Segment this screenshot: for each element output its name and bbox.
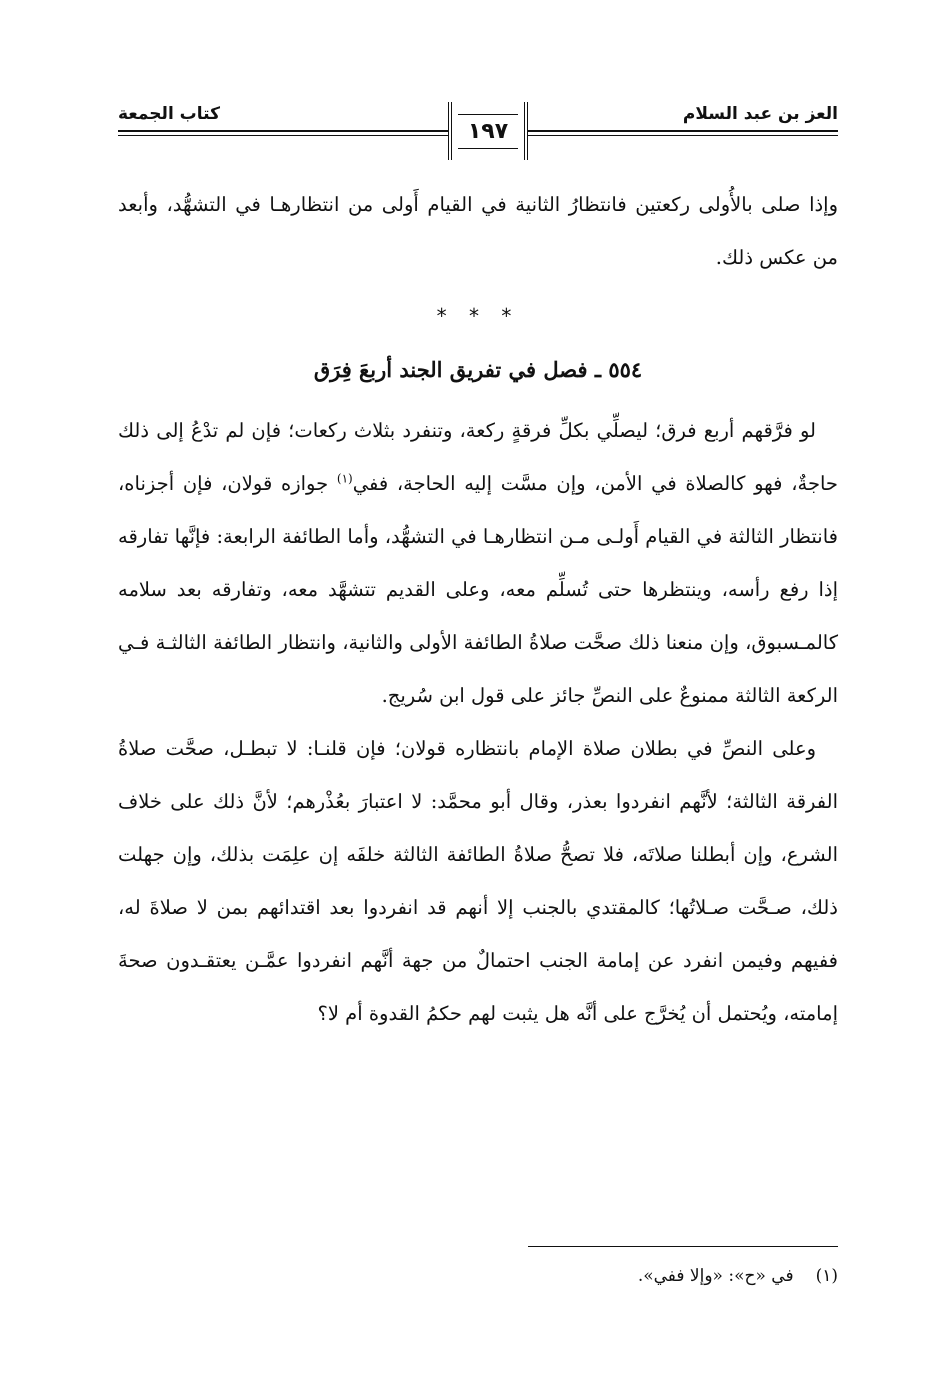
section-separator: * * * (436, 304, 520, 328)
body-text (118, 178, 838, 1040)
section-heading: ٥٥٤ ـ فصل في تفريق الجند أربعَ فِرَق (313, 357, 643, 382)
footnote (638, 1266, 838, 1286)
running-title-author: العز بن عبد السلام (682, 104, 838, 124)
footnote-rule (528, 1246, 838, 1247)
paragraph-1-text-end: جوازه قولان، فإن أجزناه، فانتظار الثالثة في القيام أَولـى مـن انتظارهـا في التشهُّد، وأما الطائفة الرابعة: فإنَّها تفارقه إذا رفع رأسه، وينتظرها حتى تُسلِّم معه، وعلى القديم تتشهَّد معه، وتفارقه بعد سلامه كالمـسبوق، وإن منعنا ذلك صحَّت صلاةُ الطائفة الأولى والثانية، وانتظار الطائفة الثالثـة فـي الركعة الثالثة ممنوعٌ على النصِّ جائز على قول ابن سُريج. (118, 472, 838, 707)
footnote-number: (١) (815, 1266, 838, 1286)
page-number-frame (448, 102, 528, 160)
page-number: ١٩٧ (458, 114, 518, 149)
intro-paragraph: وإذا صلى بالأُولى ركعتين فانتظارُ الثانية في القيام أَولى من انتظارهـا في التشهُّد، وأبعد من عكس ذلك. (118, 193, 838, 269)
footnote-text: في «ح»: «وإلا ففي». (637, 1266, 794, 1286)
footnote-reference: (١) (336, 471, 353, 486)
paragraph-1 (118, 404, 838, 722)
page-header (118, 98, 838, 162)
paragraph-1-text-start: لو فرَّقهم أربع فرق؛ ليصلِّي بكلِّ فرقةٍ ركعة، وتنفرد بثلاث ركعات؛ فإن لم تدْعُ إلى ذلك حاجةٌ، فهو كالصلاة في الأمن، وإن مسَّت إليه الحاجة، ففي (118, 419, 838, 495)
paragraph-2: وعلى النصِّ في بطلان صلاة الإمام بانتظاره قولان؛ فإن قلنـا: لا تبطـل، صحَّت صلاةُ الفرقة الثالثة؛ لأنَّهم انفردوا بعذر، وقال أبو محمَّد: لا اعتبارَ بعُذْرهم؛ لأنَّ ذلك على خلاف الشرع، وإن أبطلنا صلاتَه، فلا تصحُّ صلاةُ الطائفة الثالثة خلفَه إن علِمَت بذلك، وإن جهلت ذلك، صـحَّت صـلاتُها؛ كالمقتدي بالجنب إلا أنهم قد انفردوا بعد اقتدائهم بمن لا صلاةَ له، ففيهم وفيمن انفرد عن إمامة الجنب احتمالٌ من جهة أنَّهم انفردوا عمَّـن يعتقـدون صحةَ إمامته، ويُحتمل أن يُخرَّج على أنَّه هل يثبت لهم حكمُ القدوة أم لا؟ (118, 737, 838, 1025)
running-title-chapter: كتاب الجمعة (118, 104, 220, 124)
